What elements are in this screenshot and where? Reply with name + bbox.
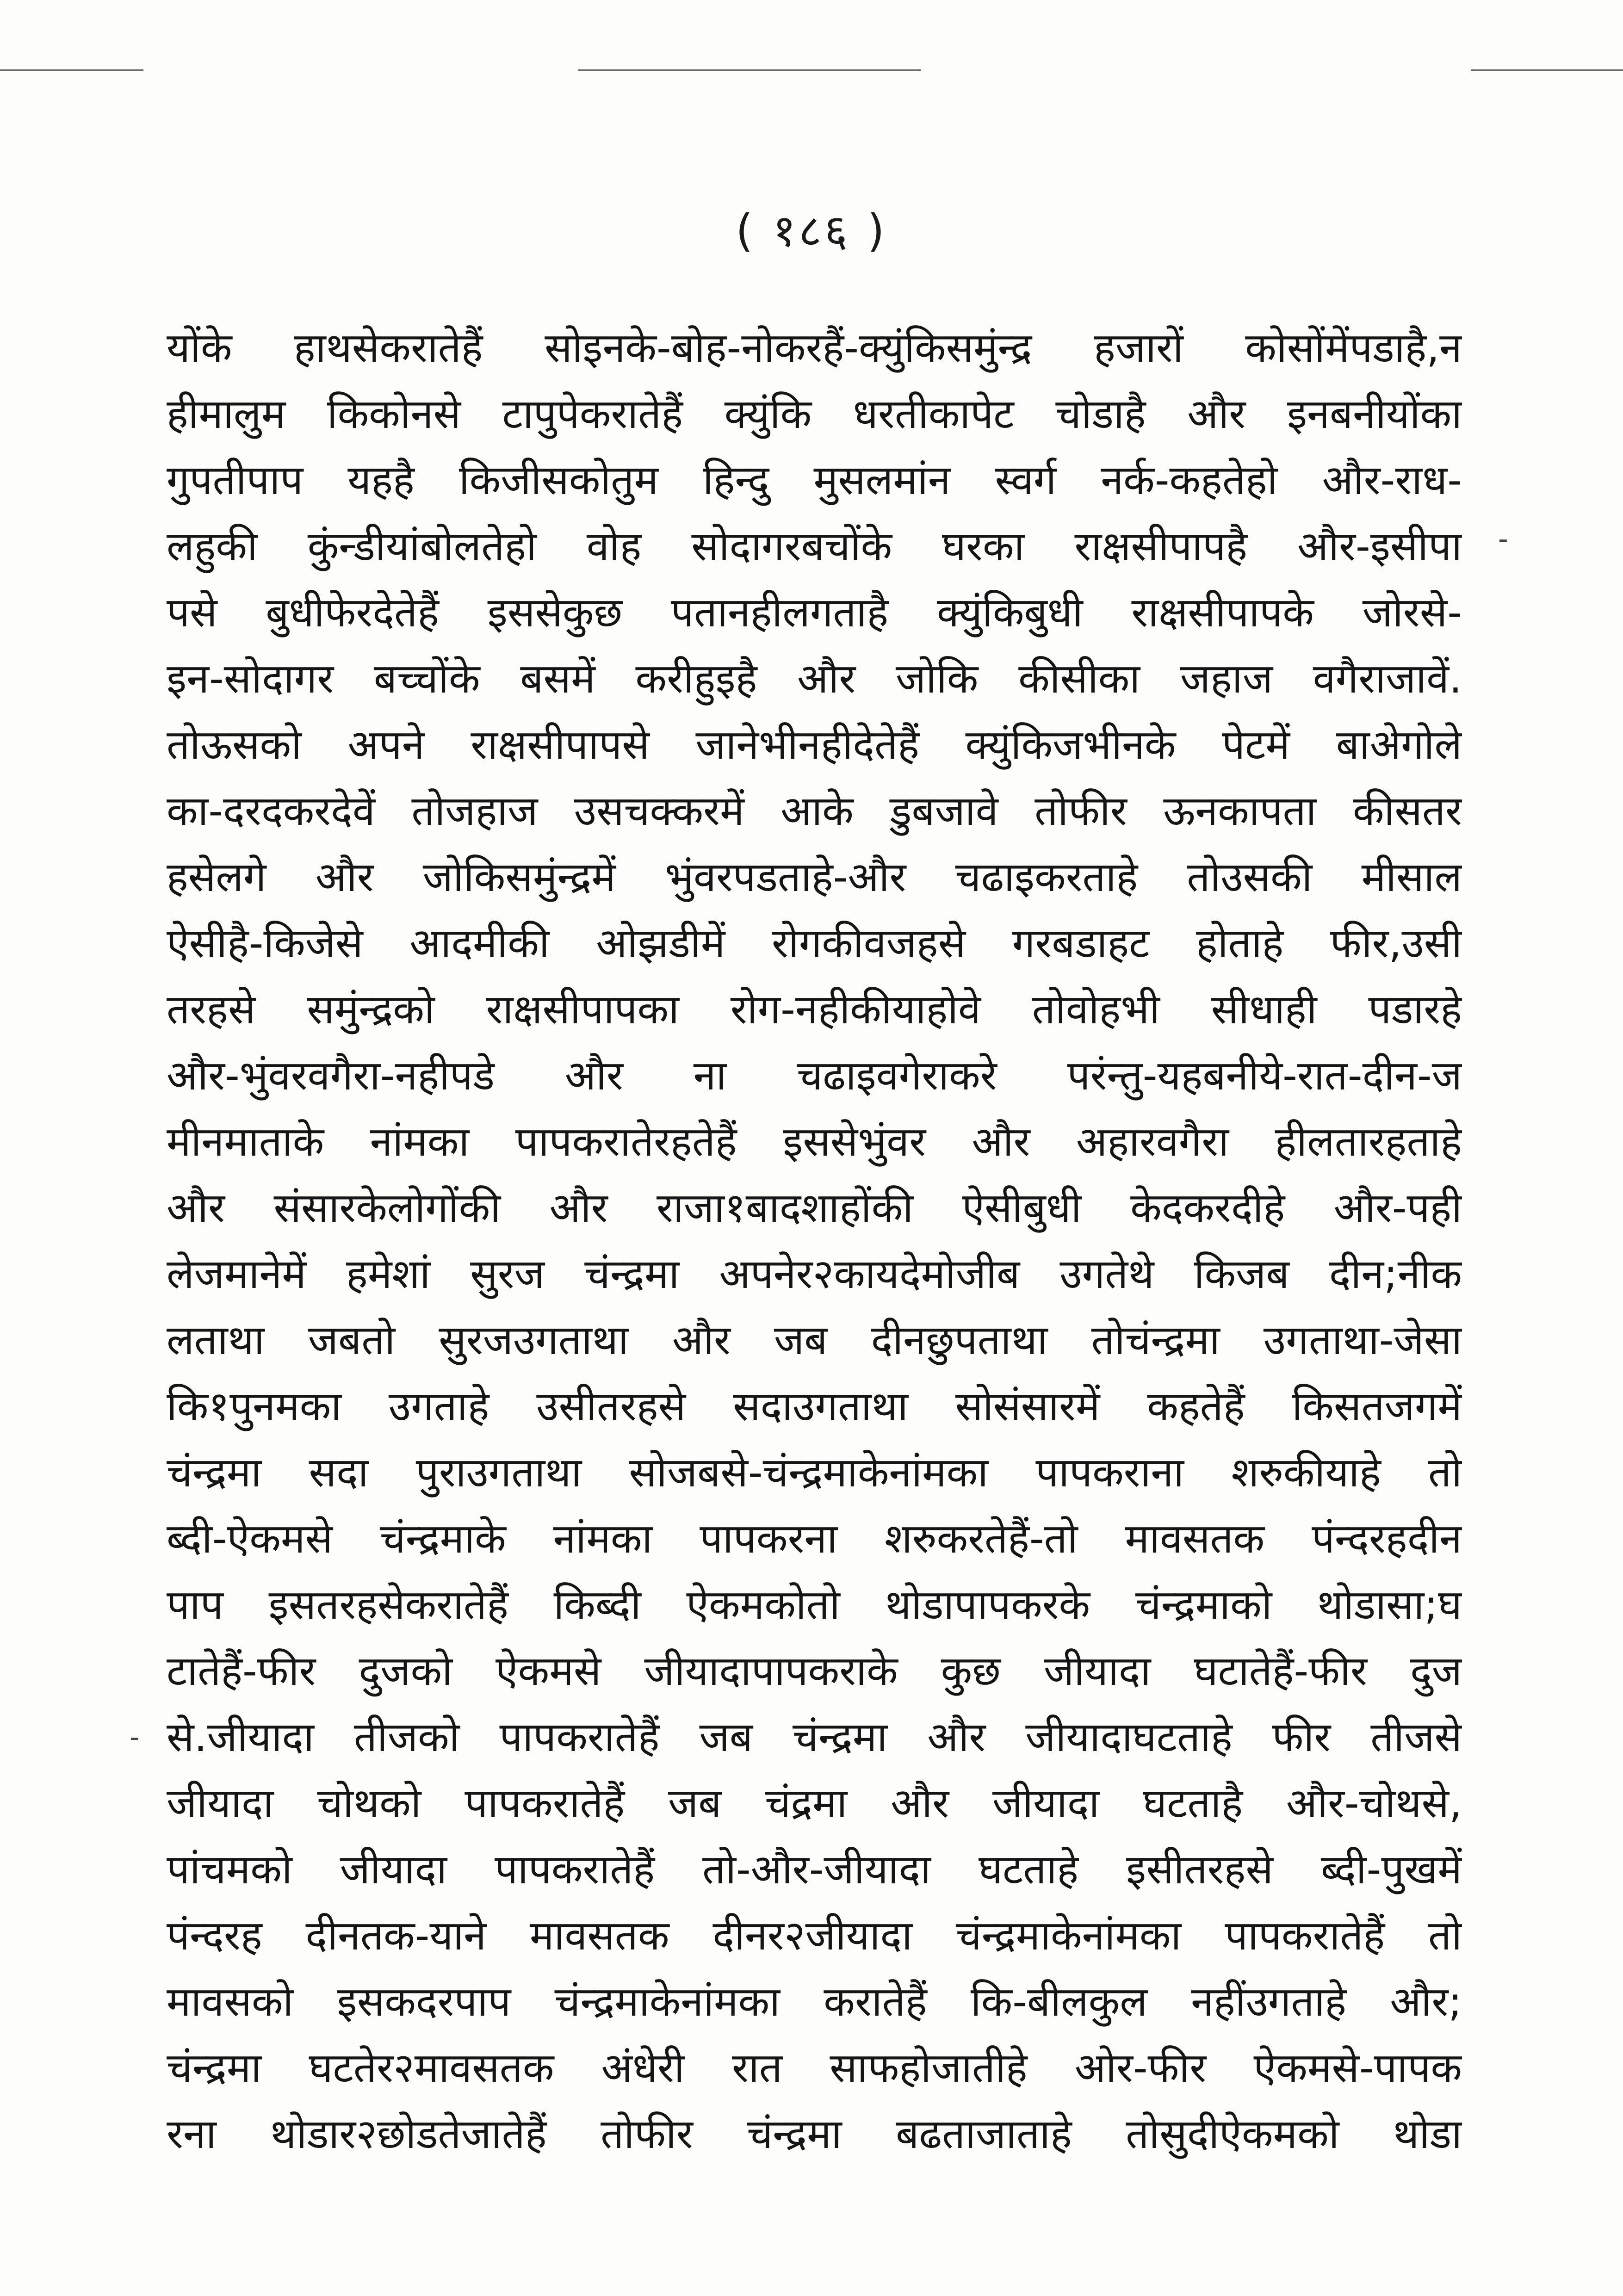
text-line: हीमालुम किकोनसे टापुपेकरातेहैं क्युंकि धरतीकापेट चोडाहै और इनबनीयोंका — [167, 390, 1462, 438]
text-line: का-दरदकरदेवें तोजहाज उसचक्करमें आके डुबजावे तोफीर ऊनकापता कीसतर — [167, 787, 1462, 835]
text-line: रना थोडार२छोडतेजातेहैं तोफीर चंन्द्रमा बढताजाताहे तोसुदीऐकमको थोडा — [167, 2110, 1462, 2158]
text-line: तरहसे समुंन्द्रको राक्षसीपापका रोग-नहीकीयाहोवे तोवोहभी सीधाही पडारहे — [167, 985, 1462, 1033]
text-line: योंके हाथसेकरातेहैं सोइनके-बोह-नोकरहैं-क्युंकिसमुंन्द्र हजारों कोसोंमेंपडाहै,न — [167, 324, 1462, 371]
text-line: मीनमाताके नांमका पापकरातेरहतेहैं इससेभुंवर और अहारवगैरा हीलतारहताहे — [167, 1118, 1462, 1165]
text-line: लहुकी कुंन्डीयांबोलतेहो वोह सोदागरबचोंके घरका राक्षसीपापहै और-इसीपा — [167, 522, 1462, 570]
text-line: लेजमानेमें हमेशां सुरज चंन्द्रमा अपनेर२कायदेमोजीब उगतेथे किजब दीन;नीक — [167, 1250, 1462, 1298]
text-line: जीयादा चोथको पापकरातेहैं जब चंद्रमा और जीयादा घटताहै और-चोथसे, — [167, 1779, 1462, 1827]
text-line: चंन्द्रमा सदा पुराउगताथा सोजबसे-चंन्द्रमाकेनांमका पापकराना शरुकीयाहे तो — [167, 1448, 1462, 1496]
text-line: और संसारकेलोगोंकी और राजा१बादशाहोंकी ऐसीबुधी केदकरदीहे और-पही — [167, 1184, 1462, 1232]
text-line: मावसको इसकदरपाप चंन्द्रमाकेनांमका करातेहैं कि-बीलकुल नहींउगताहे और; — [167, 1978, 1462, 2025]
text-line: पसे बुधीफेरदेतेहैं इससेकुछ पतानहीलगताहै क्युंकिबुधी राक्षसीपापके जोरसे- — [167, 588, 1462, 636]
top-rule-right — [1471, 69, 1623, 71]
text-line: पंन्दरह दीनतक-याने मावसतक दीनर२जीयादा चंन्द्रमाकेनांमका पापकरातेहैं तो — [167, 1912, 1462, 1959]
text-line: लताथा जबतो सुरजउगताथा और जब दीनछुपताथा तोचंन्द्रमा उगताथा-जेसा — [167, 1316, 1462, 1364]
page-number: ( १८६ ) — [736, 205, 887, 257]
text-line: चंन्द्रमा घटतेर२मावसतक अंधेरी रात साफहोजातीहे ओर-फीर ऐकमसे-पापक — [167, 2044, 1462, 2092]
text-line: गुपतीपाप यहहै किजीसकोतुम हिन्दु मुसलमांन स्वर्ग नर्क-कहतेहो और-राध- — [167, 456, 1462, 504]
text-line: ब्दी-ऐकमसे चंन्द्रमाके नांमका पापकरना शरुकरतेहैं-तो मावसतक पंन्दरहदीन — [167, 1515, 1462, 1562]
text-line: ऐसीहै-किजेसे आदमीकी ओझडीमें रोगकीवजहसे गरबडाहट होताहे फीर,उसी — [167, 919, 1462, 967]
body-text — [167, 315, 1462, 2167]
text-line: तोऊसको अपने राक्षसीपापसे जानेभीनहीदेतेहैं क्युंकिजभीनके पेटमें बाअेगोले — [167, 721, 1462, 768]
text-line: इन-सोदागर बच्चोंके बसमें करीहुइहै और जोकि कीसीका जहाज वगैराजावें. — [167, 655, 1462, 702]
text-line: पांचमको जीयादा पापकरातेहैं तो-और-जीयादा घटताहे इसीतरहसे ब्दी-पुखमें — [167, 1845, 1462, 1893]
top-rule-left — [0, 69, 143, 71]
text-line: पाप इसतरहसेकरातेहैं किब्दी ऐकमकोतो थोडापापकरके चंन्द्रमाको थोडासा;घ — [167, 1581, 1462, 1628]
margin-mark-left: - — [130, 1721, 140, 1753]
top-rule-middle — [578, 69, 921, 71]
text-line: से.जीयादा तीजको पापकरातेहैं जब चंन्द्रमा और जीयादाघटताहे फीर तीजसे — [167, 1713, 1462, 1761]
text-line: कि१पुनमका उगताहे उसीतरहसे सदाउगताथा सोसंसारमें कहतेहैं किसतजगमें — [167, 1382, 1462, 1430]
text-line: हसेलगे और जोकिसमुंन्द्रमें भुंवरपडताहे-और चढाइकरताहे तोउसकी मीसाल — [167, 853, 1462, 901]
text-line: और-भुंवरवगैरा-नहीपडे और ना चढाइवगेराकरे परंन्तु-यहबनीये-रात-दीन-ज — [167, 1052, 1462, 1099]
margin-mark-right: - — [1498, 523, 1508, 555]
text-line: टातेहैं-फीर दुजको ऐकमसे जीयादापापकराके कुछ जीयादा घटातेहैं-फीर दुज — [167, 1647, 1462, 1695]
